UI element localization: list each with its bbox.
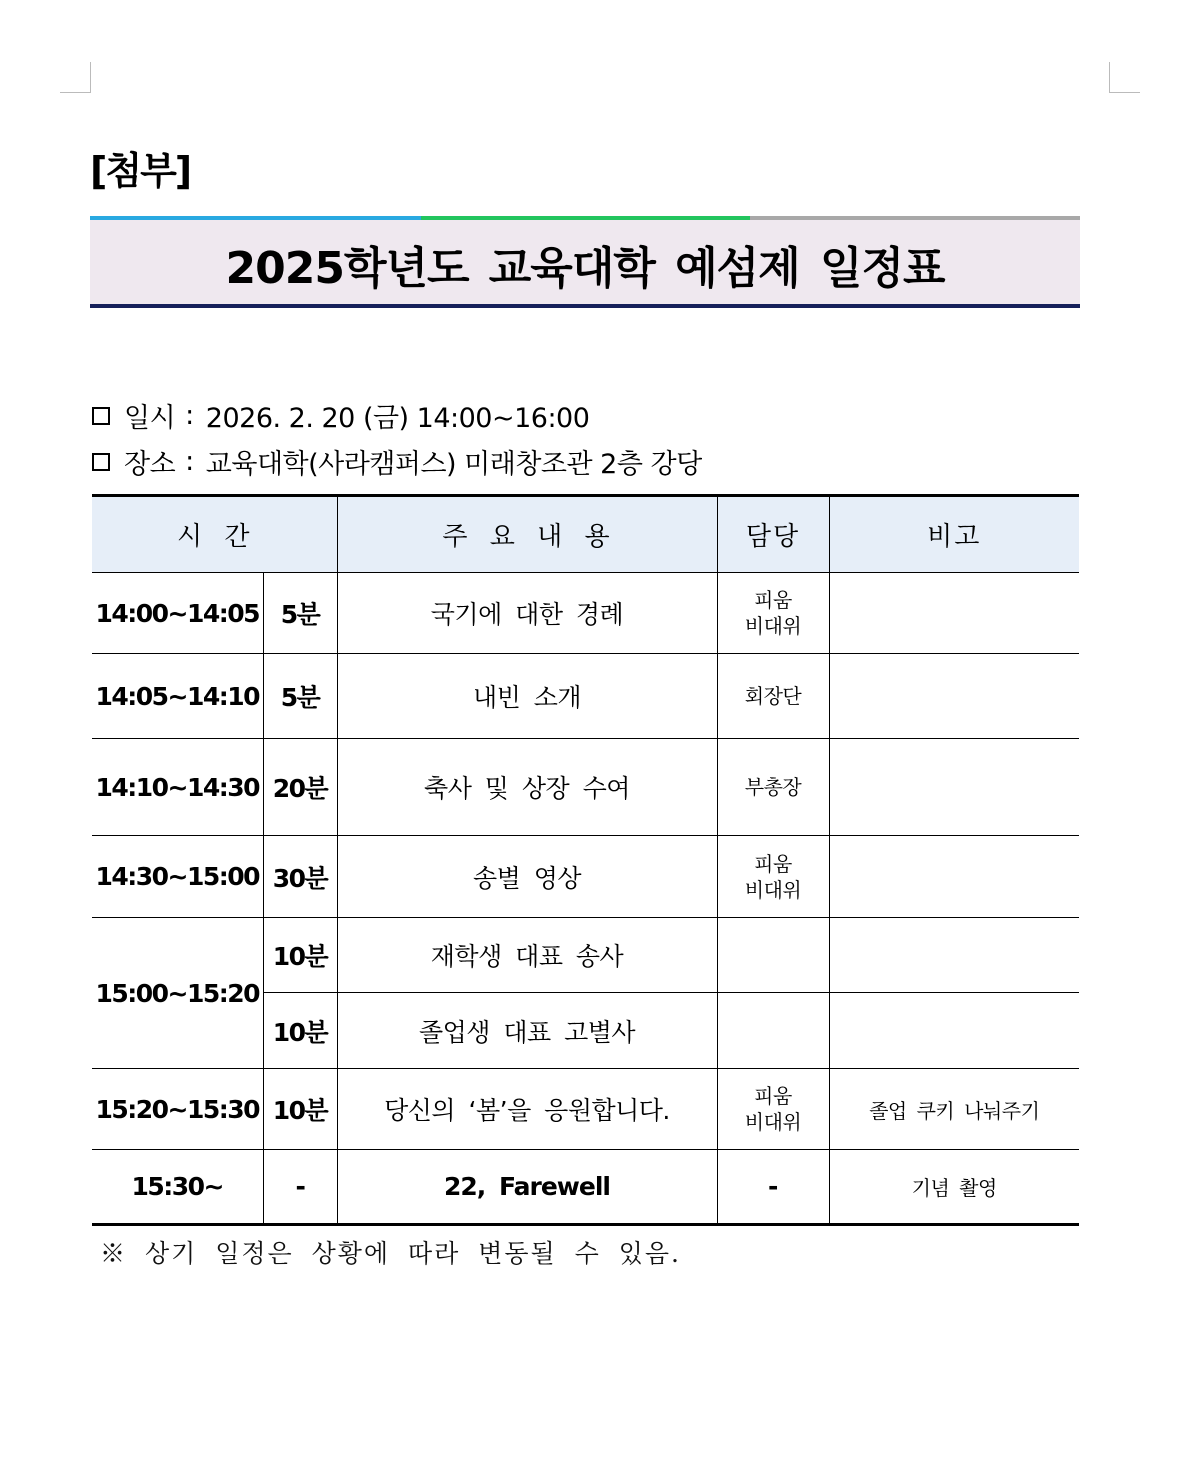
table-row xyxy=(92,654,1079,739)
info-label: 장소 xyxy=(124,449,176,480)
header-owner: 담당 xyxy=(717,496,829,573)
content-cell: 졸업생 대표 고별사 xyxy=(337,993,717,1069)
duration-cell: 30분 xyxy=(263,836,337,918)
info-datetime xyxy=(92,396,589,435)
owner-cell xyxy=(717,993,829,1069)
content-cell: 국기에 대한 경례 xyxy=(337,573,717,654)
owner-line: 피움 xyxy=(754,1084,792,1108)
title-accent-blue xyxy=(90,216,421,220)
note-cell xyxy=(829,993,1079,1069)
note-cell: 졸업 쿠키 나눠주기 xyxy=(829,1069,1079,1150)
owner-cell xyxy=(717,1150,829,1225)
time-cell: 15:00~15:20 xyxy=(92,918,263,1069)
note-cell: 기념 촬영 xyxy=(829,1150,1079,1225)
header-content: 주 요 내 용 xyxy=(337,496,717,573)
document-title: 2025학년도 교육대학 예섬제 일정표 xyxy=(225,243,945,294)
note-cell xyxy=(829,573,1079,654)
content-cell: 당신의 ‘봄’을 응원합니다. xyxy=(337,1069,717,1150)
duration-cell: 5분 xyxy=(263,654,337,739)
owner-cell xyxy=(717,739,829,836)
title-accent-green xyxy=(421,216,750,220)
table-row xyxy=(92,836,1079,918)
content-cell: 22, Farewell xyxy=(337,1150,717,1225)
owner-cell xyxy=(717,1069,829,1150)
time-cell: 14:30~15:00 xyxy=(92,836,263,918)
checkbox-bullet xyxy=(92,453,110,471)
content-cell: 내빈 소개 xyxy=(337,654,717,739)
header-note: 비고 xyxy=(829,496,1079,573)
table-row xyxy=(92,918,1079,993)
header-time: 시 간 xyxy=(92,496,337,573)
time-cell: 14:00~14:05 xyxy=(92,573,263,654)
owner-line: - xyxy=(768,1171,778,1201)
crop-mark-top-left xyxy=(60,62,91,93)
duration-cell: 10분 xyxy=(263,993,337,1069)
owner-line: 회장단 xyxy=(744,684,802,708)
owner-line: 부총장 xyxy=(744,775,802,799)
info-label: 일시 xyxy=(124,403,176,434)
time-cell: 14:10~14:30 xyxy=(92,739,263,836)
owner-cell xyxy=(717,573,829,654)
footnote: ※ 상기 일정은 상황에 따라 변동될 수 있음. xyxy=(100,1239,681,1268)
attachment-label: [첨부] xyxy=(90,149,191,193)
table-row xyxy=(92,573,1079,654)
note-cell xyxy=(829,739,1079,836)
owner-line: 비대위 xyxy=(744,614,802,638)
content-cell: 송별 영상 xyxy=(337,836,717,918)
owner-line: 비대위 xyxy=(744,877,802,902)
owner-cell xyxy=(717,836,829,918)
time-cell: 15:20~15:30 xyxy=(92,1069,263,1150)
duration-cell: 20분 xyxy=(263,739,337,836)
owner-line: 비대위 xyxy=(744,1110,802,1134)
content-cell: 재학생 대표 송사 xyxy=(337,918,717,993)
info-separator: : xyxy=(185,446,194,477)
checkbox-bullet xyxy=(92,407,110,425)
owner-cell xyxy=(717,918,829,993)
duration-cell: 10분 xyxy=(263,918,337,993)
owner-cell xyxy=(717,654,829,739)
crop-mark-top-right xyxy=(1109,62,1140,93)
info-value: 교육대학(사라캠퍼스) 미래창조관 2층 강당 xyxy=(205,449,702,480)
table-row xyxy=(92,1069,1079,1150)
time-cell: 15:30~ xyxy=(92,1150,263,1225)
duration-cell: 5분 xyxy=(263,573,337,654)
schedule-table xyxy=(92,494,1079,1226)
title-accent-gray xyxy=(750,216,1080,220)
info-separator: : xyxy=(185,400,194,431)
table-row xyxy=(92,739,1079,836)
table-header-row xyxy=(92,496,1079,573)
note-cell xyxy=(829,918,1079,993)
note-cell xyxy=(829,654,1079,739)
owner-line: 피움 xyxy=(754,851,792,876)
info-value: 2026. 2. 20 (금) 14:00~16:00 xyxy=(205,403,590,434)
duration-cell: - xyxy=(263,1150,337,1225)
content-cell: 축사 및 상장 수여 xyxy=(337,739,717,836)
table-row xyxy=(92,1150,1079,1225)
duration-cell: 10분 xyxy=(263,1069,337,1150)
info-location xyxy=(92,442,702,481)
title-banner xyxy=(90,216,1080,308)
owner-line: 피움 xyxy=(754,588,792,612)
note-cell xyxy=(829,836,1079,918)
time-cell: 14:05~14:10 xyxy=(92,654,263,739)
